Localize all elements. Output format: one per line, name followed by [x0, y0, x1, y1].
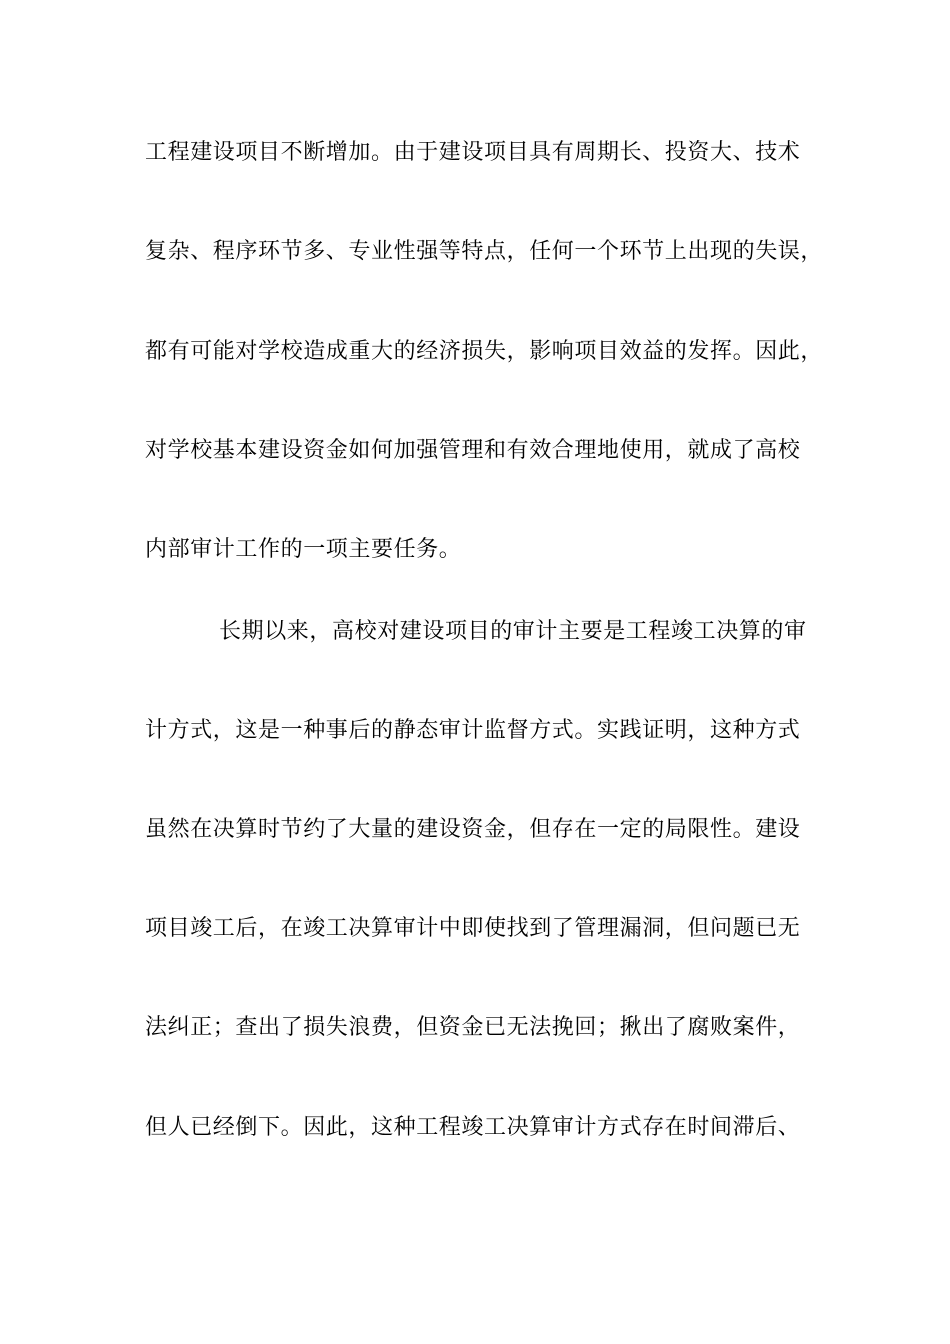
text-line: 都有可能对学校造成重大的经济损失，影响项目效益的发挥。因此，	[145, 339, 824, 364]
text-line: 计方式，这是一种事后的静态审计监督方式。实践证明，这种方式	[145, 718, 801, 743]
text-line: 项目竣工后，在竣工决算审计中即使找到了管理漏洞，但问题已无	[145, 916, 801, 941]
text-line: 复杂、程序环节多、专业性强等特点，任何一个环节上出现的失误，	[145, 239, 824, 264]
text-line: 虽然在决算时节约了大量的建设资金，但存在一定的局限性。建设	[145, 817, 801, 842]
text-line: 内部审计工作的一项主要任务。	[145, 537, 462, 562]
text-line: 对学校基本建设资金如何加强管理和有效合理地使用，就成了高校	[145, 438, 801, 463]
text-line: 但人已经倒下。因此，这种工程竣工决算审计方式存在时间滞后、	[145, 1115, 801, 1140]
text-line: 工程建设项目不断增加。由于建设项目具有周期长、投资大、技术	[145, 140, 801, 165]
text-line: 法纠正；查出了损失浪费，但资金已无法挽回；揪出了腐败案件，	[145, 1015, 801, 1040]
text-line-indented: 长期以来，高校对建设项目的审计主要是工程竣工决算的审	[219, 619, 807, 644]
